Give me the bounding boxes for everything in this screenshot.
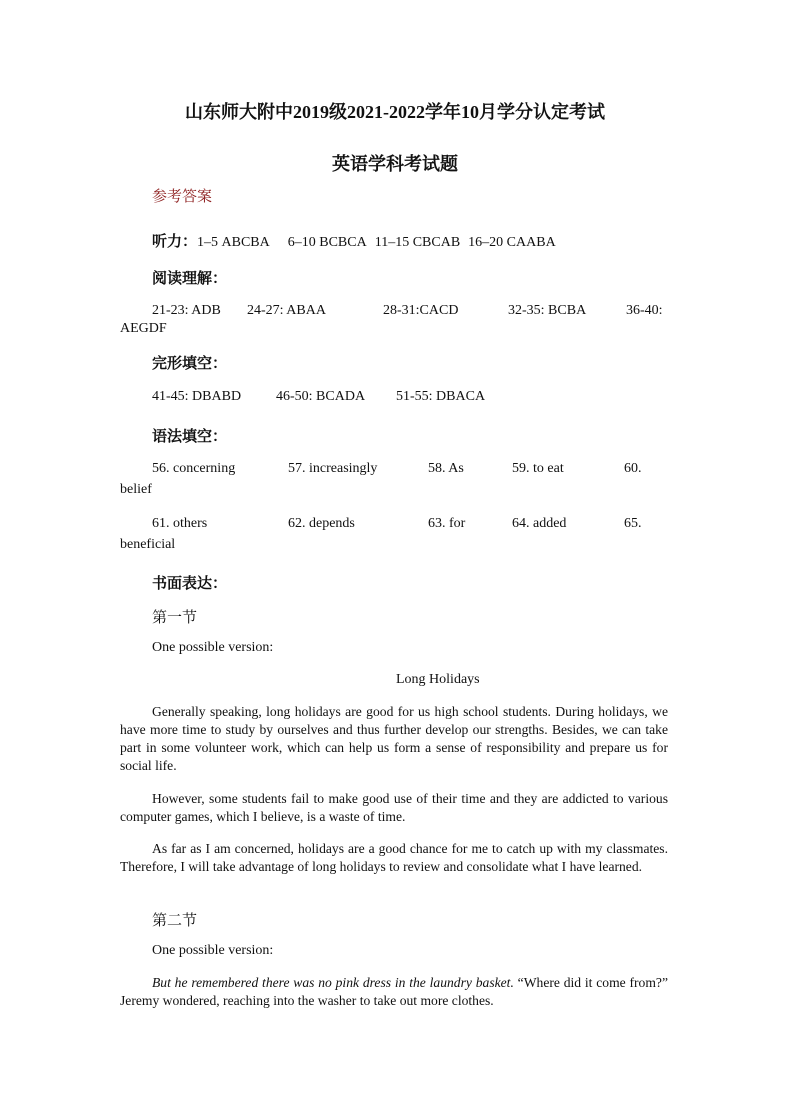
reading-group: 28-31:CACD xyxy=(383,303,459,318)
continuation-text: “Where did it come from?” Jeremy wondered, reaching into the washer to take out more clothes. xyxy=(120,975,668,1008)
listening-group: 1–5 ABCBA xyxy=(197,235,270,250)
document-title: 山东师大附中2019级2021-2022学年10月学分认定考试 xyxy=(185,102,605,122)
listening-group: 6–10 BCBCA xyxy=(287,235,367,250)
reading-group: 36-40: xyxy=(626,303,663,318)
answer-key-label: 参考答案 xyxy=(152,189,213,205)
reading-wrap: AEGDF xyxy=(120,321,167,336)
reading-label: 阅读理解： xyxy=(152,271,228,287)
writing-label: 书面表达： xyxy=(152,576,228,592)
reading-group: 21-23: ADB xyxy=(152,303,221,318)
document-subtitle: 英语学科考试题 xyxy=(332,154,458,174)
grammar-wrap-2: beneficial xyxy=(120,537,176,552)
essay-paragraph: Generally speaking, long holidays are good for us high school students. During holidays, we have more time to study by ourselves and thus further develop our strengths. Besides, we can take part in some volunteer work, which can help us form a sense of responsibility and prepare us for social life. xyxy=(120,704,668,773)
cloze-group: 46-50: BCADA xyxy=(276,389,366,404)
essay-paragraph: However, some students fail to make good use of their time and they are addicted to various computer games, which I believe, is a waste of time. xyxy=(120,791,668,824)
grammar-wrap-1: belief xyxy=(120,482,152,497)
grammar-item: 58. As xyxy=(428,461,464,476)
essay-title: Long Holidays xyxy=(396,672,480,687)
section-2-heading: 第二节 xyxy=(152,913,198,929)
grammar-item: 56. concerning xyxy=(152,461,236,476)
grammar-item: 64. added xyxy=(512,516,567,531)
reading-group: 32-35: BCBA xyxy=(508,303,587,318)
grammar-item: 62. depends xyxy=(288,516,355,531)
grammar-item: 65. xyxy=(624,516,642,531)
essay-paragraph: As far as I am concerned, holidays are a good chance for me to catch up with my classmates. Therefore, I will take advantage of long holidays to review and consolidate what I have learned. xyxy=(120,841,668,874)
listening-group: 16–20 CAABA xyxy=(468,235,556,250)
continuation-paragraph xyxy=(120,974,668,1010)
listening-label: 听力： xyxy=(152,234,198,250)
grammar-label: 语法填空： xyxy=(152,429,228,445)
cloze-group: 41-45: DBABD xyxy=(152,389,242,404)
grammar-item: 57. increasingly xyxy=(288,461,378,476)
listening-row xyxy=(152,230,556,251)
cloze-group: 51-55: DBACA xyxy=(396,389,486,404)
opening-sentence: But he remembered there was no pink dress in the laundry basket. xyxy=(152,975,514,990)
listening-group: 11–15 CBCAB xyxy=(374,235,461,250)
cloze-label: 完形填空： xyxy=(152,356,228,372)
grammar-item: 61. others xyxy=(152,516,208,531)
section-2-intro: One possible version: xyxy=(152,943,274,958)
section-1-heading: 第一节 xyxy=(152,610,198,626)
section-1-intro: One possible version: xyxy=(152,640,274,655)
reading-group: 24-27: ABAA xyxy=(247,303,326,318)
grammar-item: 60. xyxy=(624,461,642,476)
grammar-item: 59. to eat xyxy=(512,461,564,476)
grammar-item: 63. for xyxy=(428,516,466,531)
